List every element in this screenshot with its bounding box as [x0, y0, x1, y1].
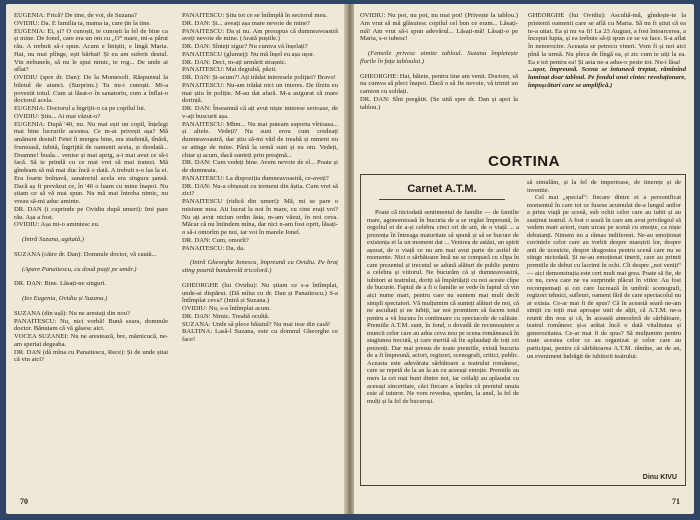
- curtain-title: CORTINA: [488, 153, 560, 170]
- stage-direction: (Femeile privesc uimite tabloul. Suzana împletește florile în fața tabloului.): [360, 50, 518, 65]
- dialogue-line: EUGENIA: Frică? De tine, de voi, de Suzana?: [14, 12, 137, 19]
- dialogue-line: EUGENIA: Doctorul a îngrijit-o ca pe copilul lui.: [14, 105, 146, 112]
- right-page-column-2: [528, 12, 686, 148]
- dialogue-line: DR. DAN: Nu-a obișnuit cu termeni din ăștia. Cum vrei să zici?: [182, 182, 338, 198]
- dialogue-line: GHEORGHE: Hai, băiete, pentru tine am venit. Doctore, să nu cumva să pleci înapoi. Dacă o să fie nevoie, vă trimit un camion cu soldați.: [360, 72, 518, 95]
- article-box: [360, 174, 686, 486]
- dialogue-line: OVIDIU (spre dr. Dan): De la Montesoli. Răspunsul la biletul de atunci. (Surprins.) Tu nu-i cunoști. Mi-a povestit totul. Cum ai lăsat-o în sanatoriu, cum a înflat-o doctorul acela.: [14, 74, 168, 105]
- dialogue-line: DR. DAN: Sînteți sigur? Nu cumva vă înșelați?: [182, 43, 308, 50]
- stage-direction: (Ies Eugenia, Ovidiu și Suzana.): [22, 295, 108, 302]
- article-paragraph: Poate că niciodată sentimentul de familie — de familie mare, agonomioasă în bucuria de a se regăsi împreună, în orgoliul ei de a-și celebra cinci ori de ani, de o viață ... a prezența în întreaga maturitate să spună și să se bucure de existența ei la un moment dat ... Venirea de astăzi, un spirit așezat, de o viață ce nu am mai avut parte de astfel de momente. Nici o sărbătoare însă nu se compară cu clipa în care prezentul și trecutul se adună alături de public pentru a celebra și viitorul. Ne bucurăm că și dumneavoastră, iubitori ai teatrului, doriți să împărtășiți cu noi aceste clipe de bucurie. Faptul de a fi o familie se vede în faptul că vin aici nume mari, pentru care nu suntem mai mult decît simpli spectatori. Vă mulțumim că sunteți alături de noi, că ne ascultați și ne iubiți, iar noi promitem să facem totul pentru a vă bucura în continuare cu spectacole de calitate. Premiile A.T.M. sunt, în fond, o dovadă de recunoaștere a muncii celor care au adus ceva nou pe scena românească în stagiunea trecută, și care merită să fie aplaudați de toți cei prezenți. Dar mai presus de toate premiile, există bucuria de a fi împreună, actori, regizori, scenografi, critici, public. Aceasta este adevărata sărbătoare a teatrului românesc, care se repetă de la an la an cu aceeași emoție. Premiile au mers la cei mai buni dintre noi, iar ceilalți au aplaudat cu aceeași sinceritate, căci fiecare a înțeles că premiul unuia este al tuturor. Ne vom revedea, sperăm, la anul, la fel de mulți și la fel de bucuroși.: [367, 209, 519, 405]
- article-heading: Carnet A.T.M.: [407, 183, 477, 195]
- dialogue-line: SUZANA: Unde să plece băiatul? Nu mai iese din casă!: [182, 320, 331, 328]
- article-paragraph: să simulăm, și la fel de imperioase, de tinerețe și de inventie.: [527, 179, 681, 194]
- page-number: 70: [20, 497, 28, 506]
- dialogue-line: PANAITESCU: Nu, nici vorbă! Bună seara, domnule doctor. Bănuiam că vă găsesc aici.: [14, 317, 168, 333]
- dialogue-line: OVIDIU: Nu pot, nu pot, nu mai pot! (Privește la tablou.) Am vrut să mă glăsuiesc copilul cel bun ce eram... Lăsați-mă! Am vrut să-i spun adevărul... Lăsați-mă! Lăsați-o pe Maria, s-o iubesc!: [360, 12, 518, 43]
- right-page-column-1: [360, 12, 518, 148]
- dialogue-line: VOCEA SUZANEI: Nu ne arestează, bre, mămicucă, ne-am speriat degeaba.: [14, 333, 168, 348]
- dialogue-line: OVIDIU: Da. E familia ta, mama ta, care țin la tine.: [14, 19, 151, 27]
- dialogue-line: DR. DAN: Deci, m-ați urmărit strașnic.: [182, 58, 287, 66]
- dialogue-line: DR. DAN: Și... aveați așa mare nevoie de mine?: [182, 19, 310, 27]
- dialogue-line: OVIDIU: Nu, s-a întîmplat acum.: [182, 305, 271, 312]
- stage-direction: (Apare Panaitescu, cu două pușți pe umăr.): [22, 265, 137, 273]
- dialogue-line: GHEORGHE (lui Ovidiu): Nu știam ce s-a întîmplat, unde-ai dispărut. (Dă mîna cu dr. Dan și Panaitescu.) S-a întîmplat ceva? (Intră și Suzana.): [182, 281, 338, 305]
- dialogue-line: DR. DAN (i cuprinde pe Ovidiu după umeri): Imi pare rău. Așa a fost.: [14, 205, 168, 221]
- dialogue-line: DR. DAN (dă mîna cu Panaitescu, Rece): Și de unde știai că vin aici?: [14, 348, 168, 364]
- dialogue-line: BALTINA: Lasă-l Suzana, este cu domnul Gheorghe ce face!: [182, 328, 338, 343]
- dialogue-line: DR. DAN: Nimic. Treabă ocultă.: [182, 312, 270, 320]
- dialogue-line: DR. DAN: Și-acum?! Ați trădat interesele poliției? Bravo!: [182, 74, 336, 81]
- dialogue-line: PANAITESCU (ridică din umeri): Mă, mi se pare o misiune mea. Ati lucrat la noi în mare, cu cine erați voi? Nu ați avut niciun ordin ăsta, m-am văzut, în noi ceva. Măcar că nu întindem mîna, dar nici n-am fost oprit, lăsați-o să-i omorîm pe noi, iar voi în marele Ionel.: [182, 198, 338, 236]
- stage-direction: (Intră Suzana, agitată.): [22, 236, 84, 243]
- article-author: Dinu KIVU: [642, 474, 677, 481]
- dialogue-line: DR. DAN: Cum, omorît?: [182, 236, 249, 244]
- dialogue-line: EUGENIA: Ei, și? O cunoști, te cunoști la fel de bine ca și mine. De Ionel, care era un om cu „O“ mare, mi-a părut rău. A trebuit să-i spun. Acum e liniștit, e lingă Maria. Hai, nu mai plînge, ești bărbat! Și eu am suferit destul. Vin nebunele, să nu le spui nimic, te rog... De unde ai aflat?: [14, 27, 168, 74]
- article-column-1: [367, 209, 519, 481]
- dialogue-line: PANAITESCU (glumeț): Nu mă înșel eu așa ușor.: [182, 50, 315, 58]
- left-page-column-2: [182, 12, 338, 482]
- dialogue-line: PANAITESCU: Știu tot ce se întîmplă în sectorul meu.: [182, 12, 328, 19]
- stage-direction: (Intră Gheorghe Ionescu, împreună cu Ovidiu. Pe braț sting poartă banderolă tricoloră.): [182, 259, 338, 274]
- dialogue-line: PANAITESCU: La dispoziția dumneavoastră, ce-aveți?: [182, 174, 329, 182]
- left-page: [6, 4, 346, 514]
- dialogue-line: OVIDIU: Așa mi-o amintesc eu.: [14, 221, 100, 229]
- left-page-column-1: [14, 12, 168, 482]
- dialogue-line: DR. DAN: Bine. Lăsați-ne singuri.: [14, 280, 107, 288]
- dialogue-line: PANAITESCU: Da, da.: [182, 244, 245, 252]
- dialogue-line: EUGENIA: După '40, nu. Nu mai ești un copil, înțelegi mai bine lucrurile acestea. Ce m-ai privești așa? Mă amănunt destul! Fetei îi mergea bine, era studentă, tînără, frumoasă, iubită, îngrijită de oamenii aceia, și deodată... Doamne! boala... venise și mai aprig, a-i mai avut ce să-i facă. Să te prindă cu ce mai vrei să mai tratezi. Mă gîndeam să mă mai duc încă o dată. A trebuit s-o las la ei. Era foarte bolnavă, sanatoriul acela era singura șansă. Dacă aș fi prevăzut ce, în '40 o luam cu mine înapoi. Nu știam ce să vă mai spun. Nu mă mai întreba nimic, nu vreau să-mi aduc aminte.: [14, 120, 168, 205]
- stage-direction: ...ușor, împreună. Scena se întunecă treptat, rămînînd luminat doar tabloul. Pe fondul unei cîntec revoluționare, împușcături care se amplifică.): [528, 66, 686, 89]
- dialogue-line: DR. DAN: Înseamnă că ați avut niște interese serioase, de v-ați buscurit așa.: [182, 105, 338, 120]
- dialogue-line: PANAITESCU: Da și nu. Am presupus că dumneavoastră aveți nevoie de mine. (Arată puștile.): [182, 27, 338, 43]
- dialogue-line: PANAITESCU: Mhm... Nu mai puteam suporta vîrtoasa... și altele. Vedeți? Nu sunt erou cum credeați dumneavoastră, dar știu să-mi văd de treabă și nimeni nu se atinge de mine. Până la urmă sunt și eu om. Vedeți, chiar și acum, dacă sunteți prin preajmă...: [182, 120, 338, 159]
- right-page: [354, 4, 694, 514]
- dialogue-line: OVIDIU: Știu... Ai mai văzut-o?: [14, 112, 101, 120]
- dialogue-line: GHEORGHE (lui Ovidiu): Ascultă-mă, gîndește-te la prietenii oamenii care se află cu Maria. Să nu fi știut că ea te-a uitat. Ea și nu va fi! La 23 August, a fost întoarcerea, a început lupta, și ea trebuie să-ți spun ce se va face. S-a aflat în nenorocire. Aceasta se petrecu vineri. Vom fi și noi aici pînă la urmă. Nu pleca de lîngă ea, și zic cum te uiți la ea. Ea e tot pentru ea! Și asta ne-a adus-o peste tot. Nu-i lăsa!: [528, 12, 686, 66]
- dialogue-line: SUZANA (către dr. Dan): Domnule doctor, vă caută...: [14, 250, 157, 258]
- page-number: 71: [672, 497, 680, 506]
- dialogue-line: SUZANA (din ușă): Nu ne arestați din nou?: [14, 309, 130, 317]
- dialogue-line: PANAITESCU: Mai degrabă, păzit.: [182, 66, 277, 74]
- dialogue-line: DR. DAN: Cum vedeți bine. Avem nevoie de el... Poate și de dumneata.: [182, 159, 338, 174]
- article-paragraph: Cel mai „special“: fiecare dintre ei a personificat momentul în care tot ce fusese acumulat de-a lungul anilor a prins viață pe scenă, sub ochii celor care au iubit și au susținut teatrul. A fost o seară în care am avut privilegiul să vedem mari actori, cum urcau pe scenă cu emoție, ca niște debutanți. Nimeni nu a rămas indiferent. Ne-au emoționat cuvintele celor care au vorbit despre maeștrii lor, despre anii de ucenicie, despre dragostea pentru scenă care nu se stinge niciodată. Și ne-au emoționat tinerii, care au primit premiile de debut cu lacrimi în ochi. Cît despre „noi veniți“ — aici demonstrația este cert mult mai grea. Poate să fie, de ce nu, ceva care ne va surprinde plăcut în viitor. Au fost recompensați și cei care lucrează în umbră: scenografi, regizori tehnici, sufleuri, oameni fără de care spectacolul nu ar exista. Ce-ar mai fi de spus? Că în această seară ne-am simțit cu toții mai aproape unii de alții, că A.T.M. ne-a reunit din nou și că, în această atmosferă de sărbătoare, teatrul românesc și-a arătat încă o dată vitalitatea și generozitatea. Ce-ar mai fi de spus? Să mulțumim pentru toate acestea celor ce au organizat și celor care au participat, pentru că sărbătoarea A.T.M. rămîne, an de an, un eveniment îndrăgit de iubitorii teatrului.: [527, 194, 681, 360]
- dialogue-line: PANAITESCU: Nu-am trădat nici un interes. De tîrziu eu mai știu în poliție. M-au dat afară. M-a asigurat că mare dorință.: [182, 81, 338, 105]
- heading-underline: [379, 199, 505, 200]
- dialogue-line: DR. DAN: Sînt pregătit. (Se uită spre dr. Dan și apoi la tablou.): [360, 95, 518, 111]
- article-column-2: [527, 179, 681, 469]
